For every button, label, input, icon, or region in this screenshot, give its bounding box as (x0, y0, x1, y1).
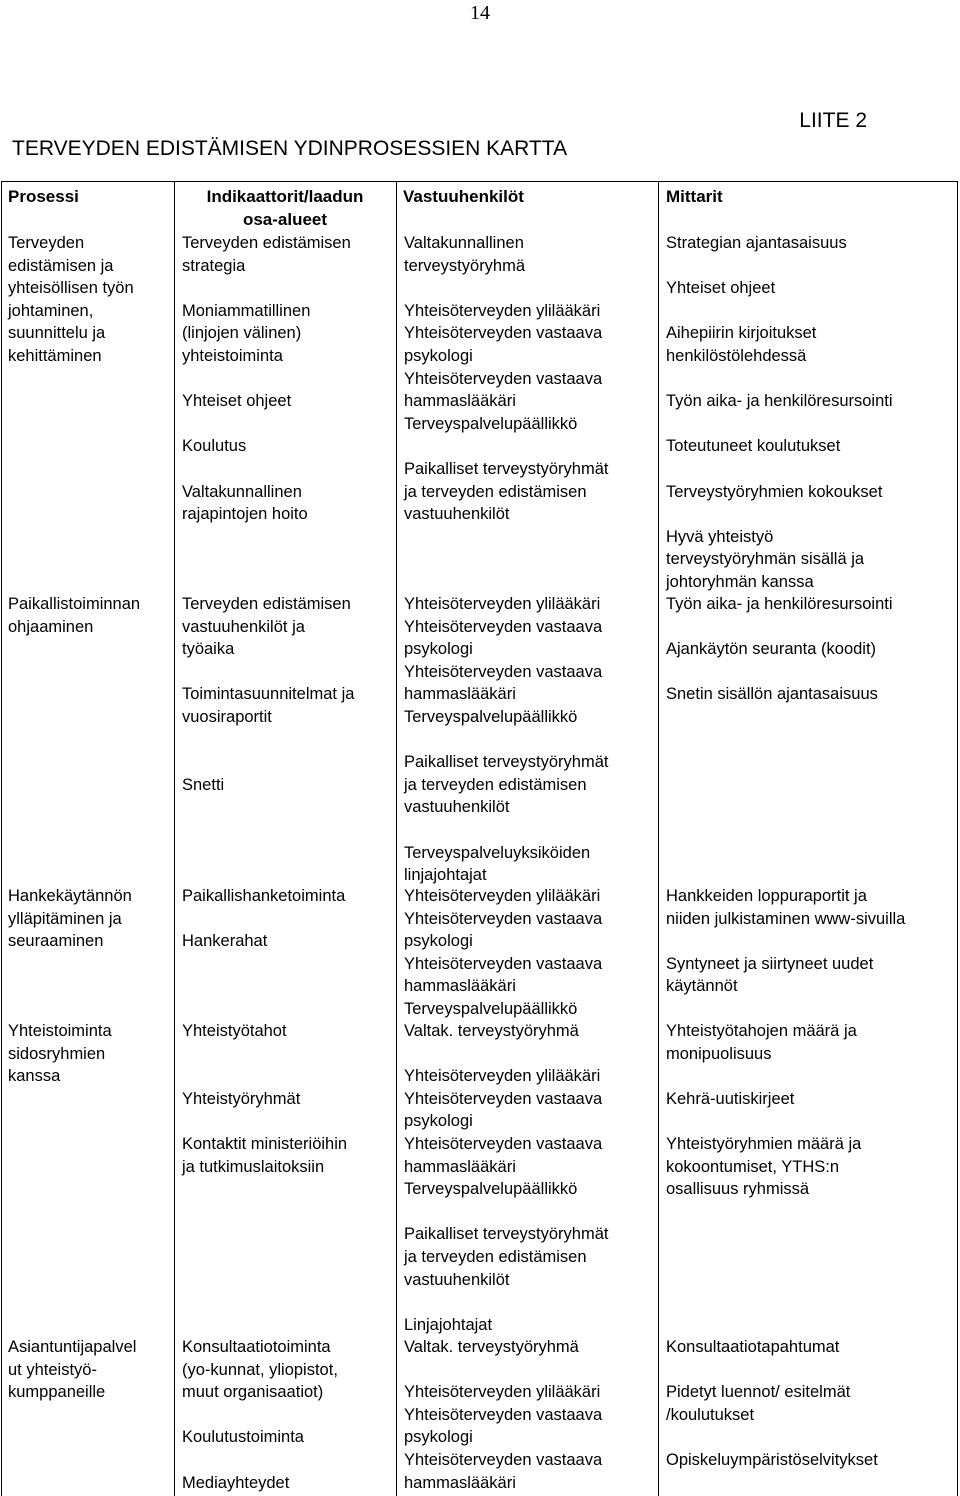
cell-line: psykologi (404, 932, 473, 951)
blank-line (666, 368, 893, 391)
cell-line: hammaslääkäri (404, 392, 516, 411)
cell-line: Yhteisöterveyden vastaava (404, 1089, 603, 1108)
cell-line: suunnittelu ja (8, 324, 106, 343)
row1-responsible (404, 232, 609, 526)
cell-line: Valtakunnallinen (404, 234, 524, 252)
header-indicators (180, 186, 390, 231)
cell-line: Hyvä yhteistyö (666, 527, 774, 546)
blank-line (182, 1110, 347, 1133)
blank-line (666, 255, 893, 278)
cell-line: Kehrä-uutiskirjeet (666, 1089, 795, 1108)
cell-line: Terveyspalvelupäällikkö (404, 1180, 578, 1199)
blank-line (182, 1043, 347, 1066)
row3-metrics (666, 885, 905, 998)
cell-line: ylläpitäminen ja (8, 909, 122, 928)
cell-line: Indikaattorit/laadun (206, 187, 364, 206)
cell-line: kanssa (8, 1067, 61, 1086)
row3-indicators (182, 885, 345, 953)
cell-line: hammaslääkäri (404, 1473, 516, 1492)
cell-line: Terveyspalvelupäällikkö (404, 999, 578, 1018)
row3-process (8, 885, 132, 953)
cell-line: Terveyspalveluyksiköiden (404, 843, 591, 862)
cell-line: Yhteistyöryhmien määrä ja (666, 1134, 862, 1153)
cell-line: vastuuhenkilöt (404, 1270, 510, 1289)
cell-line: Yhteistyöryhmät (182, 1089, 301, 1108)
blank-line (666, 1110, 861, 1133)
blank-line (666, 616, 893, 639)
row5-process (8, 1336, 136, 1404)
cell-line: Yhteisöterveyden ylilääkäri (404, 301, 601, 320)
cell-line: Syntyneet ja siirtyneet uudet (666, 954, 874, 973)
cell-line: yhteisöllisen työn (8, 279, 134, 298)
cell-line: osa-alueet (242, 209, 328, 229)
cell-line: hammaslääkäri (404, 977, 516, 996)
cell-line: /koulutukset (666, 1405, 755, 1424)
cell-line: Yhteistyötahot (182, 1022, 287, 1040)
blank-line (666, 1426, 878, 1449)
cell-line: Yhteistyötahojen määrä ja (666, 1022, 857, 1040)
table-top-border (1, 181, 958, 182)
cell-line: Strategian ajantasaisuus (666, 234, 847, 252)
cell-line: Paikalliset terveystyöryhmät (404, 1225, 609, 1244)
cell-line: Pidetyt luennot/ esitelmät (666, 1383, 851, 1402)
cell-line: strategia (182, 256, 246, 275)
blank-line (182, 1449, 338, 1472)
cell-line: Yhteisöterveyden ylilääkäri (404, 1383, 601, 1402)
cell-line: Toteutuneet koulutukset (666, 437, 841, 456)
blank-line (182, 1404, 338, 1427)
cell-line: Työn aika- ja henkilöresursointi (666, 595, 893, 613)
row1-process (8, 232, 134, 368)
cell-line: Terveyden edistämisen (182, 234, 351, 252)
cell-line: kumppaneille (8, 1383, 106, 1402)
row1-indicators (182, 232, 351, 526)
cell-line: Yhteisöterveyden vastaava (404, 617, 603, 636)
cell-line: Yhteisöterveyden vastaava (404, 954, 603, 973)
cell-line: käytännöt (666, 977, 738, 996)
cell-line: Terveyden (8, 234, 85, 252)
row1-metrics (666, 232, 893, 594)
header-metrics: Mittarit (666, 187, 723, 206)
cell-line: ja terveyden edistämisen (404, 775, 587, 794)
blank-line (666, 413, 893, 436)
blank-line (182, 908, 345, 931)
cell-line: Opiskeluympäristöselvitykset (666, 1450, 878, 1469)
row5-responsible (404, 1336, 602, 1494)
cell-line: Yhteisöterveyden vastaava (404, 909, 603, 928)
cell-line: Hankekäytännön (8, 887, 132, 905)
cell-line: Konsultaatiotoiminta (182, 1338, 331, 1356)
cell-line: terveystyöryhmän sisällä ja (666, 550, 865, 569)
blank-line (404, 729, 609, 752)
cell-line: vuosiraportit (182, 707, 272, 726)
cell-line: vastuuhenkilöt (404, 505, 510, 524)
cell-line: Yhteisöterveyden vastaava (404, 369, 603, 388)
cell-line: vastuuhenkilöt (404, 798, 510, 817)
cell-line: yhteistoiminta (182, 346, 283, 365)
cell-line: muut organisaatiot) (182, 1383, 324, 1402)
cell-line: Asiantuntijapalvel (8, 1338, 137, 1356)
cell-line: Yhteisöterveyden vastaava (404, 1405, 603, 1424)
row4-indicators (182, 1020, 347, 1178)
cell-line: Snetti (182, 775, 225, 794)
column-divider-2 (396, 181, 397, 1496)
cell-line: johtaminen, (8, 301, 94, 320)
cell-line: johtoryhmän kanssa (666, 572, 814, 591)
blank-line (182, 413, 351, 436)
page-number: 14 (470, 2, 490, 24)
cell-line: sidosryhmien (8, 1044, 106, 1063)
blank-line (182, 661, 354, 684)
cell-line: Yhteisöterveyden ylilääkäri (404, 595, 601, 613)
blank-line (404, 277, 609, 300)
cell-line: Terveystyöryhmien kokoukset (666, 482, 883, 501)
row2-indicators (182, 593, 354, 796)
cell-line: psykologi (404, 1112, 473, 1131)
blank-line (182, 729, 354, 752)
cell-line: Koulutus (182, 437, 247, 456)
cell-line: Aihepiirin kirjoitukset (666, 324, 817, 343)
header-responsible: Vastuuhenkilöt (403, 187, 524, 206)
document-title: TERVEYDEN EDISTÄMISEN YDINPROSESSIEN KARTTA (12, 137, 568, 160)
cell-line: työaika (182, 640, 235, 659)
row4-responsible (404, 1020, 609, 1336)
blank-line (666, 300, 893, 323)
cell-line: Yhteisöterveyden vastaava (404, 662, 603, 681)
cell-line: ut yhteistyö- (8, 1360, 97, 1379)
appendix-label: LIITE 2 (799, 109, 867, 132)
blank-line (404, 1043, 609, 1066)
blank-line (666, 1359, 878, 1382)
cell-line: Kontaktit ministeriöihin (182, 1134, 348, 1153)
cell-line: psykologi (404, 346, 473, 365)
cell-line: Yhteisöterveyden vastaava (404, 1134, 603, 1153)
cell-line: kehittäminen (8, 346, 102, 365)
cell-line: Linjajohtajat (404, 1315, 493, 1334)
cell-line: terveystyöryhmä (404, 256, 526, 275)
column-divider-3 (658, 181, 659, 1496)
cell-line: rajapintojen hoito (182, 505, 308, 524)
cell-line: hammaslääkäri (404, 1157, 516, 1176)
blank-line (404, 819, 609, 842)
table-right-border (957, 181, 958, 1496)
cell-line: Paikallishanketoiminta (182, 887, 346, 905)
blank-line (666, 458, 893, 481)
cell-line: Hankkeiden loppuraportit ja (666, 887, 867, 905)
cell-line: Yhteisöterveyden vastaava (404, 324, 603, 343)
cell-line: osallisuus ryhmissä (666, 1180, 810, 1199)
cell-line: Yhteiset ohjeet (182, 392, 292, 411)
cell-line: kokoontumiset, YTHS:n (666, 1157, 840, 1176)
cell-line: psykologi (404, 640, 473, 659)
cell-line: Paikalliset terveystyöryhmät (404, 459, 609, 478)
cell-line: ohjaaminen (8, 617, 94, 636)
cell-line: Yhteisöterveyden vastaava (404, 1450, 603, 1469)
cell-line: ja terveyden edistämisen (404, 482, 587, 501)
cell-line: ja terveyden edistämisen (404, 1247, 587, 1266)
cell-line: vastuuhenkilöt ja (182, 617, 305, 636)
cell-line: Koulutustoiminta (182, 1428, 304, 1447)
blank-line (182, 751, 354, 774)
blank-line (404, 1359, 602, 1382)
header-process: Prosessi (8, 187, 79, 206)
blank-line (404, 435, 609, 458)
row4-metrics (666, 1020, 861, 1201)
column-divider-1 (174, 181, 175, 1496)
cell-line: Terveyden edistämisen (182, 595, 351, 613)
cell-line: hammaslääkäri (404, 685, 516, 704)
cell-line: linjajohtajat (404, 866, 487, 885)
cell-line: Valtakunnallinen (182, 482, 302, 501)
cell-line: Moniammatillinen (182, 301, 311, 320)
row4-process (8, 1020, 112, 1088)
row3-responsible (404, 885, 602, 1021)
cell-line: Paikallistoiminnan (8, 595, 141, 613)
cell-line: Mediayhteydet (182, 1473, 290, 1492)
blank-line (182, 458, 351, 481)
cell-line: Työn aika- ja henkilöresursointi (666, 392, 893, 411)
cell-line: Terveyspalvelupäällikkö (404, 414, 578, 433)
cell-line: Snetin sisällön ajantasaisuus (666, 685, 878, 704)
cell-line: Valtak. terveystyöryhmä (404, 1022, 579, 1040)
cell-line: seuraaminen (8, 932, 104, 951)
cell-line: niiden julkistaminen www-sivuilla (666, 909, 906, 928)
cell-line: Yhteisöterveyden ylilääkäri (404, 887, 601, 905)
cell-line: Toimintasuunnitelmat ja (182, 685, 355, 704)
cell-line: (linjojen välinen) (182, 324, 302, 343)
cell-line: Konsultaatiotapahtumat (666, 1338, 840, 1356)
row2-metrics (666, 593, 893, 706)
blank-line (666, 1065, 861, 1088)
row5-indicators (182, 1336, 338, 1494)
cell-line: psykologi (404, 1428, 473, 1447)
cell-line: Ajankäytön seuranta (koodit) (666, 640, 877, 659)
cell-line: Terveyspalvelupäällikkö (404, 707, 578, 726)
cell-line: ja tutkimuslaitoksiin (182, 1157, 325, 1176)
blank-line (182, 1065, 347, 1088)
blank-line (666, 930, 905, 953)
cell-line: Paikalliset terveystyöryhmät (404, 753, 609, 772)
cell-line: edistämisen ja (8, 256, 114, 275)
row5-metrics (666, 1336, 878, 1472)
row2-responsible (404, 593, 609, 887)
cell-line: monipuolisuus (666, 1044, 772, 1063)
cell-line: Yhteiset ohjeet (666, 279, 776, 298)
blank-line (666, 661, 893, 684)
cell-line: Hankerahat (182, 932, 268, 951)
blank-line (404, 1201, 609, 1224)
cell-line: Yhteisöterveyden ylilääkäri (404, 1067, 601, 1086)
row2-process (8, 593, 140, 638)
cell-line: Yhteistoiminta (8, 1022, 112, 1040)
blank-line (182, 277, 351, 300)
cell-line: (yo-kunnat, yliopistot, (182, 1360, 338, 1379)
cell-line: henkilöstölehdessä (666, 346, 807, 365)
table-left-border (1, 181, 2, 1496)
blank-line (182, 368, 351, 391)
blank-line (404, 1291, 609, 1314)
cell-line: Valtak. terveystyöryhmä (404, 1338, 579, 1356)
blank-line (666, 503, 893, 526)
